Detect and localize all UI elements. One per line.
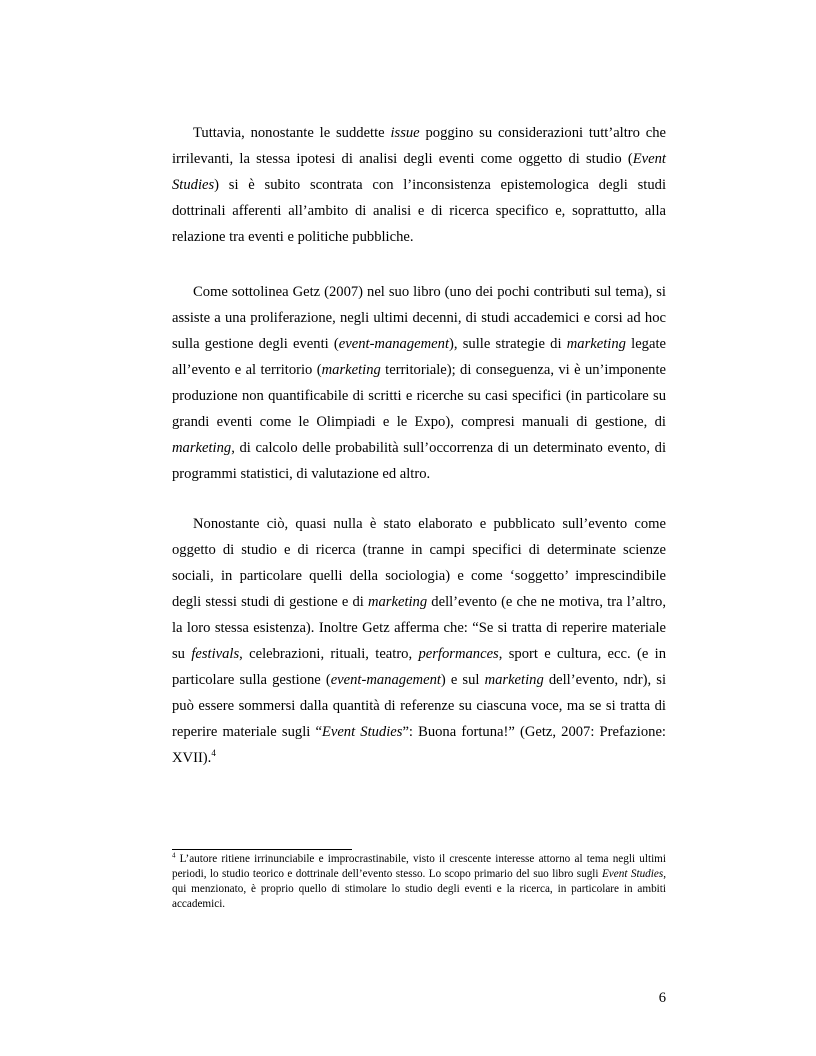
text-run: legate all’evento e al territorio ( (172, 336, 666, 378)
italic-text: performances (418, 646, 499, 662)
text-run: dell’evento, ndr), si può essere sommersi dalla quantità di referenze su ciascuna voce, ma se si tratta di reperire materiale sugli “ (172, 672, 666, 740)
body-paragraph-3 (172, 511, 666, 771)
italic-text: marketing (172, 440, 232, 456)
text-run: Come sottolinea Getz (2007) nel suo libro (uno dei pochi contributi sul tema), si assiste a una proliferazione, negli ultimi decenni, di studi accademici e corsi ad hoc sulla gestione degli eventi ( (172, 284, 666, 352)
text-run: , di calcolo delle probabilità sull’occorrenza di un determinato evento, di programmi statistici, di valutazione ed altro. (172, 440, 666, 482)
text-run: ) e sul (440, 672, 485, 688)
body-paragraph-1 (172, 120, 666, 250)
italic-text: marketing (367, 594, 428, 610)
italic-text: marketing (484, 672, 544, 688)
italic-text: Event Studies (321, 724, 403, 740)
text-run: ), sulle strategie di (449, 336, 567, 352)
footnote-marker: 4 (211, 748, 216, 759)
italic-text: event-management (330, 672, 441, 688)
paragraph-text (172, 279, 666, 487)
text-run: ) si è subito scontrata con l’inconsistenza epistemologica degli studi dottrinali afferenti all’ambito di analisi e di ricerca specifico e, soprattutto, alla relazione tra eventi e politiche pubbliche. (172, 177, 666, 245)
body-paragraph-2 (172, 279, 666, 487)
text-run: , celebrazioni, rituali, teatro, (239, 646, 419, 662)
text-run: , sport e cultura, ecc. (e in particolare sulla gestione ( (172, 646, 666, 688)
italic-text: event-management (338, 336, 449, 352)
italic-text: Event Studies (601, 868, 664, 880)
italic-text: issue (390, 125, 420, 141)
text-run: poggino su considerazioni tutt’altro che irrilevanti, la stessa ipotesi di analisi degli eventi come oggetto di studio ( (172, 125, 667, 167)
footnote-4 (172, 852, 666, 912)
text-run: dell’evento (e che ne motiva, tra l’altro, la loro stessa esistenza). Inoltre Getz afferma che: “Se si tratta di reperire materiale su (172, 594, 666, 662)
text-run: Nonostante ciò, quasi nulla è stato elaborato e pubblicato sull’evento come oggetto di studio e di ricerca (tranne in campi specifici di determinate scienze sociali, in particolare quelli della sociologia) e come ‘soggetto’ imprescindibile degli stessi studi di gestione e di (172, 516, 666, 610)
text-run: L’autore ritiene irrinunciabile e improcrastinabile, visto il crescente interesse attorno al tema negli ultimi periodi, lo studio teorico e dottrinale dell’evento stesso. Lo scopo primario del suo libro sugli (172, 853, 666, 880)
paragraph-text (172, 120, 666, 250)
footnote-marker: 4 (172, 851, 176, 860)
text-run: , qui menzionato, è proprio quello di stimolare lo studio degli eventi e la ricerca, in particolare in ambiti accademici. (172, 868, 666, 910)
text-run: Tuttavia, nonostante le suddette (193, 125, 391, 141)
italic-text: festivals (191, 646, 240, 662)
italic-text: marketing (321, 362, 381, 378)
italic-text: marketing (566, 336, 626, 352)
italic-text: Event Studies (172, 151, 666, 193)
footnote-separator (172, 849, 352, 850)
page-number: 6 (658, 990, 666, 1006)
text-run: territoriale); di conseguenza, vi è un’imponente produzione non quantificabile di scritti e ricerche su casi specifici (in particolare su grandi eventi come le Olimpiadi e le Expo), compresi manuali di gestione, di (172, 362, 666, 430)
paragraph-text (172, 511, 666, 771)
text-run: ”: Buona fortuna!” (Getz, 2007: Prefazione: XVII). (172, 724, 666, 766)
